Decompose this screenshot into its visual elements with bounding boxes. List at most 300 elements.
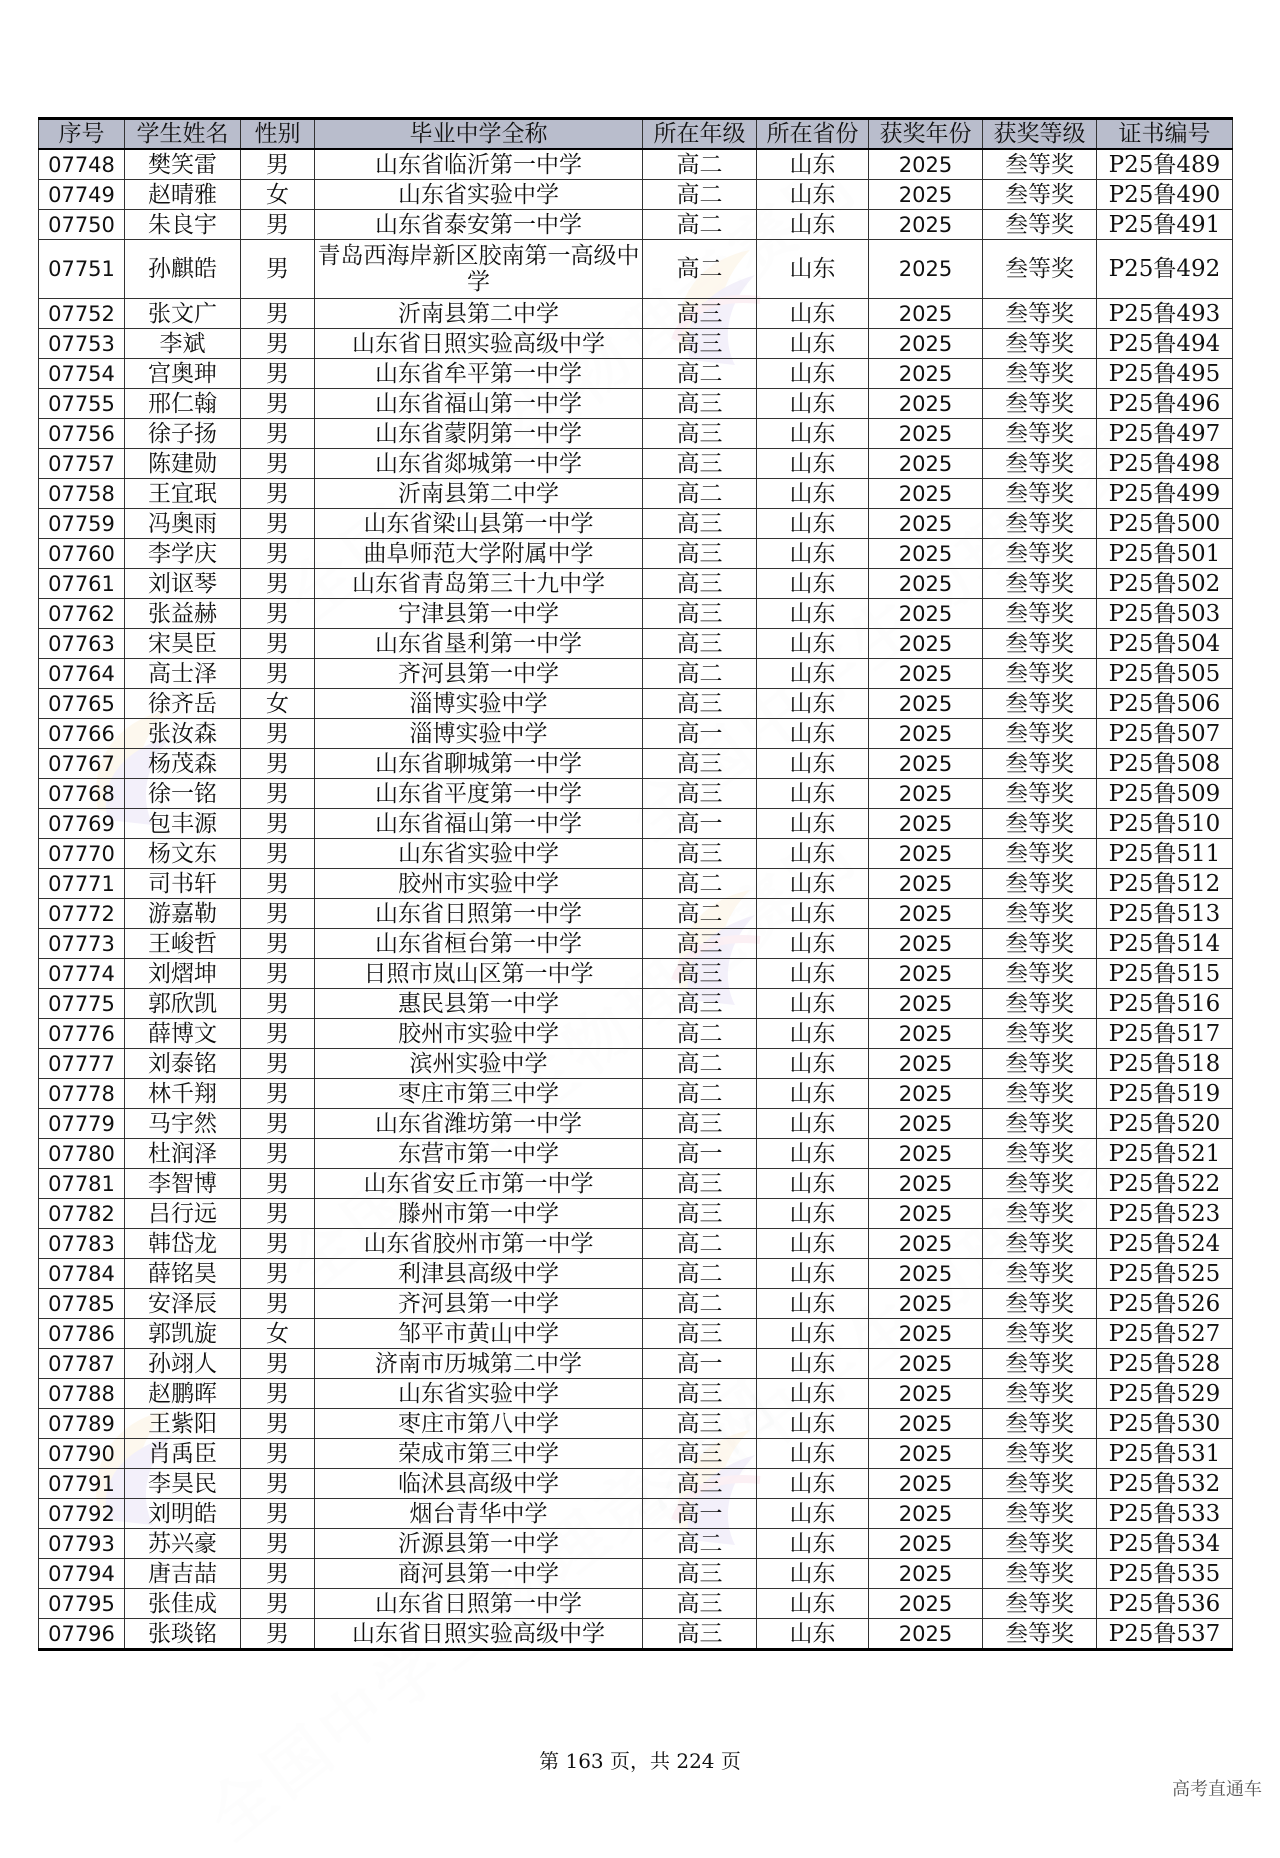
cell-gender: 男	[241, 419, 315, 449]
cell-id: 07776	[39, 1019, 125, 1049]
cell-school: 山东省福山第一中学	[315, 809, 643, 839]
cell-cert: P25鲁508	[1097, 749, 1233, 779]
cell-province: 山东	[757, 240, 869, 299]
cell-grade: 高三	[643, 329, 757, 359]
cell-year: 2025	[869, 1139, 983, 1169]
table-row	[39, 779, 1233, 809]
cell-province: 山东	[757, 329, 869, 359]
cell-province: 山东	[757, 1259, 869, 1289]
cell-province: 山东	[757, 509, 869, 539]
cell-province: 山东	[757, 869, 869, 899]
cell-school: 山东省日照第一中学	[315, 899, 643, 929]
cell-school: 曲阜师范大学附属中学	[315, 539, 643, 569]
cell-year: 2025	[869, 809, 983, 839]
cell-level: 叁等奖	[983, 509, 1097, 539]
cell-cert: P25鲁511	[1097, 839, 1233, 869]
cell-name: 李学庆	[125, 539, 241, 569]
table-row	[39, 1199, 1233, 1229]
cell-cert: P25鲁527	[1097, 1319, 1233, 1349]
cell-grade: 高三	[643, 1319, 757, 1349]
header-col-school: 毕业中学全称	[315, 119, 643, 150]
cell-school: 淄博实验中学	[315, 689, 643, 719]
cell-province: 山东	[757, 419, 869, 449]
cell-province: 山东	[757, 1619, 869, 1650]
cell-year: 2025	[869, 210, 983, 240]
cell-level: 叁等奖	[983, 1079, 1097, 1109]
cell-id: 07788	[39, 1379, 125, 1409]
cell-gender: 男	[241, 839, 315, 869]
table-row	[39, 599, 1233, 629]
cell-level: 叁等奖	[983, 359, 1097, 389]
cell-school: 滨州实验中学	[315, 1049, 643, 1079]
cell-level: 叁等奖	[983, 689, 1097, 719]
table-row	[39, 449, 1233, 479]
cell-gender: 男	[241, 329, 315, 359]
cell-cert: P25鲁503	[1097, 599, 1233, 629]
cell-id: 07785	[39, 1289, 125, 1319]
cell-province: 山东	[757, 449, 869, 479]
cell-gender: 男	[241, 1409, 315, 1439]
cell-school: 山东省泰安第一中学	[315, 210, 643, 240]
cell-year: 2025	[869, 719, 983, 749]
cell-id: 07793	[39, 1529, 125, 1559]
header-col-name: 学生姓名	[125, 119, 241, 150]
cell-id: 07773	[39, 929, 125, 959]
cell-school: 山东省实验中学	[315, 180, 643, 210]
cell-province: 山东	[757, 1379, 869, 1409]
cell-province: 山东	[757, 1589, 869, 1619]
cell-province: 山东	[757, 569, 869, 599]
cell-year: 2025	[869, 869, 983, 899]
cell-province: 山东	[757, 989, 869, 1019]
cell-id: 07778	[39, 1079, 125, 1109]
cell-gender: 男	[241, 1619, 315, 1650]
cell-school: 山东省蒙阴第一中学	[315, 419, 643, 449]
cell-grade: 高三	[643, 1589, 757, 1619]
cell-grade: 高二	[643, 1229, 757, 1259]
cell-province: 山东	[757, 1079, 869, 1109]
cell-grade: 高二	[643, 1049, 757, 1079]
cell-grade: 高三	[643, 839, 757, 869]
cell-id: 07782	[39, 1199, 125, 1229]
table-body	[39, 149, 1233, 1650]
cell-cert: P25鲁535	[1097, 1559, 1233, 1589]
cell-level: 叁等奖	[983, 1619, 1097, 1650]
cell-name: 刘讴琴	[125, 569, 241, 599]
cell-name: 刘泰铭	[125, 1049, 241, 1079]
cell-year: 2025	[869, 1409, 983, 1439]
cell-name: 郭凯旋	[125, 1319, 241, 1349]
cell-cert: P25鲁502	[1097, 569, 1233, 599]
cell-school: 山东省日照实验高级中学	[315, 1619, 643, 1650]
cell-cert: P25鲁492	[1097, 240, 1233, 299]
cell-grade: 高二	[643, 180, 757, 210]
table-row	[39, 659, 1233, 689]
cell-id: 07796	[39, 1619, 125, 1650]
cell-grade: 高二	[643, 869, 757, 899]
cell-grade: 高三	[643, 1169, 757, 1199]
table-row	[39, 1619, 1233, 1650]
cell-gender: 男	[241, 1349, 315, 1379]
cell-cert: P25鲁505	[1097, 659, 1233, 689]
cell-grade: 高三	[643, 689, 757, 719]
cell-level: 叁等奖	[983, 929, 1097, 959]
cell-year: 2025	[869, 899, 983, 929]
cell-province: 山东	[757, 719, 869, 749]
cell-grade: 高二	[643, 1529, 757, 1559]
cell-level: 叁等奖	[983, 1409, 1097, 1439]
cell-grade: 高二	[643, 479, 757, 509]
cell-name: 司书轩	[125, 869, 241, 899]
table-row	[39, 1079, 1233, 1109]
cell-province: 山东	[757, 1019, 869, 1049]
cell-id: 07794	[39, 1559, 125, 1589]
cell-gender: 男	[241, 359, 315, 389]
cell-grade: 高三	[643, 1439, 757, 1469]
cell-year: 2025	[869, 180, 983, 210]
cell-province: 山东	[757, 1439, 869, 1469]
cell-province: 山东	[757, 299, 869, 329]
cell-name: 杨文东	[125, 839, 241, 869]
cell-year: 2025	[869, 839, 983, 869]
cell-year: 2025	[869, 1349, 983, 1379]
cell-cert: P25鲁490	[1097, 180, 1233, 210]
table-row	[39, 1469, 1233, 1499]
header-col-id: 序号	[39, 119, 125, 150]
cell-gender: 女	[241, 180, 315, 210]
cell-id: 07783	[39, 1229, 125, 1259]
cell-gender: 男	[241, 1259, 315, 1289]
cell-school: 山东省安丘市第一中学	[315, 1169, 643, 1199]
cell-level: 叁等奖	[983, 959, 1097, 989]
cell-name: 林千翔	[125, 1079, 241, 1109]
header-col-cert: 证书编号	[1097, 119, 1233, 150]
table-row	[39, 1589, 1233, 1619]
cell-school: 东营市第一中学	[315, 1139, 643, 1169]
cell-school: 山东省桓台第一中学	[315, 929, 643, 959]
cell-cert: P25鲁518	[1097, 1049, 1233, 1079]
cell-gender: 男	[241, 1139, 315, 1169]
cell-year: 2025	[869, 569, 983, 599]
cell-grade: 高三	[643, 449, 757, 479]
cell-level: 叁等奖	[983, 180, 1097, 210]
cell-cert: P25鲁513	[1097, 899, 1233, 929]
cell-id: 07764	[39, 659, 125, 689]
cell-school: 山东省聊城第一中学	[315, 749, 643, 779]
cell-year: 2025	[869, 929, 983, 959]
cell-year: 2025	[869, 240, 983, 299]
cell-id: 07758	[39, 479, 125, 509]
cell-cert: P25鲁501	[1097, 539, 1233, 569]
cell-id: 07757	[39, 449, 125, 479]
table-row	[39, 1019, 1233, 1049]
cell-name: 徐一铭	[125, 779, 241, 809]
cell-name: 王峻哲	[125, 929, 241, 959]
cell-school: 青岛西海岸新区胶南第一高级中学	[315, 240, 643, 299]
cell-school: 山东省平度第一中学	[315, 779, 643, 809]
cell-school: 邹平市黄山中学	[315, 1319, 643, 1349]
cell-province: 山东	[757, 1319, 869, 1349]
cell-grade: 高二	[643, 149, 757, 180]
cell-year: 2025	[869, 1319, 983, 1349]
cell-gender: 男	[241, 1169, 315, 1199]
cell-level: 叁等奖	[983, 869, 1097, 899]
cell-level: 叁等奖	[983, 1199, 1097, 1229]
cell-grade: 高三	[643, 539, 757, 569]
cell-id: 07754	[39, 359, 125, 389]
cell-year: 2025	[869, 659, 983, 689]
cell-grade: 高三	[643, 1109, 757, 1139]
cell-level: 叁等奖	[983, 749, 1097, 779]
cell-school: 沂南县第二中学	[315, 299, 643, 329]
table-row	[39, 1319, 1233, 1349]
cell-year: 2025	[869, 419, 983, 449]
cell-province: 山东	[757, 959, 869, 989]
table-row	[39, 1139, 1233, 1169]
cell-school: 淄博实验中学	[315, 719, 643, 749]
table-row	[39, 899, 1233, 929]
cell-grade: 高二	[643, 659, 757, 689]
cell-school: 惠民县第一中学	[315, 989, 643, 1019]
cell-id: 07779	[39, 1109, 125, 1139]
cell-id: 07769	[39, 809, 125, 839]
cell-name: 张益赫	[125, 599, 241, 629]
cell-year: 2025	[869, 1559, 983, 1589]
cell-id: 07790	[39, 1439, 125, 1469]
table-row	[39, 929, 1233, 959]
header-col-grade: 所在年级	[643, 119, 757, 150]
cell-cert: P25鲁498	[1097, 449, 1233, 479]
cell-gender: 男	[241, 240, 315, 299]
cell-id: 07784	[39, 1259, 125, 1289]
cell-province: 山东	[757, 1049, 869, 1079]
cell-province: 山东	[757, 539, 869, 569]
cell-id: 07766	[39, 719, 125, 749]
cell-name: 赵晴雅	[125, 180, 241, 210]
cell-grade: 高三	[643, 389, 757, 419]
cell-year: 2025	[869, 149, 983, 180]
cell-school: 山东省日照第一中学	[315, 1589, 643, 1619]
cell-gender: 男	[241, 1049, 315, 1079]
cell-level: 叁等奖	[983, 779, 1097, 809]
table-row	[39, 1289, 1233, 1319]
cell-province: 山东	[757, 1229, 869, 1259]
cell-id: 07771	[39, 869, 125, 899]
cell-cert: P25鲁497	[1097, 419, 1233, 449]
cell-grade: 高二	[643, 210, 757, 240]
cell-province: 山东	[757, 659, 869, 689]
cell-year: 2025	[869, 1289, 983, 1319]
cell-name: 高士泽	[125, 659, 241, 689]
cell-year: 2025	[869, 509, 983, 539]
cell-name: 郭欣凯	[125, 989, 241, 1019]
cell-year: 2025	[869, 479, 983, 509]
cell-id: 07748	[39, 149, 125, 180]
cell-level: 叁等奖	[983, 899, 1097, 929]
cell-province: 山东	[757, 389, 869, 419]
cell-level: 叁等奖	[983, 1349, 1097, 1379]
cell-year: 2025	[869, 959, 983, 989]
cell-cert: P25鲁504	[1097, 629, 1233, 659]
cell-id: 07756	[39, 419, 125, 449]
cell-level: 叁等奖	[983, 719, 1097, 749]
table-row	[39, 509, 1233, 539]
cell-gender: 男	[241, 1199, 315, 1229]
cell-gender: 男	[241, 1379, 315, 1409]
table-row	[39, 959, 1233, 989]
cell-province: 山东	[757, 1289, 869, 1319]
cell-province: 山东	[757, 1109, 869, 1139]
cell-id: 07760	[39, 539, 125, 569]
cell-cert: P25鲁494	[1097, 329, 1233, 359]
cell-cert: P25鲁534	[1097, 1529, 1233, 1559]
cell-cert: P25鲁515	[1097, 959, 1233, 989]
header-col-year: 获奖年份	[869, 119, 983, 150]
cell-grade: 高二	[643, 359, 757, 389]
cell-name: 薛铭昊	[125, 1259, 241, 1289]
cell-level: 叁等奖	[983, 240, 1097, 299]
cell-level: 叁等奖	[983, 1259, 1097, 1289]
cell-gender: 男	[241, 149, 315, 180]
cell-level: 叁等奖	[983, 149, 1097, 180]
cell-province: 山东	[757, 749, 869, 779]
cell-cert: P25鲁536	[1097, 1589, 1233, 1619]
cell-gender: 男	[241, 719, 315, 749]
table-row	[39, 1229, 1233, 1259]
cell-cert: P25鲁514	[1097, 929, 1233, 959]
cell-name: 杨茂森	[125, 749, 241, 779]
cell-gender: 女	[241, 1319, 315, 1349]
cell-province: 山东	[757, 1469, 869, 1499]
cell-school: 齐河县第一中学	[315, 659, 643, 689]
cell-name: 朱良宇	[125, 210, 241, 240]
cell-grade: 高三	[643, 629, 757, 659]
cell-level: 叁等奖	[983, 1169, 1097, 1199]
table-row	[39, 419, 1233, 449]
cell-grade: 高一	[643, 1499, 757, 1529]
cell-id: 07752	[39, 299, 125, 329]
cell-cert: P25鲁529	[1097, 1379, 1233, 1409]
cell-grade: 高二	[643, 240, 757, 299]
cell-gender: 男	[241, 749, 315, 779]
cell-grade: 高二	[643, 1289, 757, 1319]
cell-school: 利津县高级中学	[315, 1259, 643, 1289]
cell-level: 叁等奖	[983, 539, 1097, 569]
cell-school: 滕州市第一中学	[315, 1199, 643, 1229]
table-row	[39, 629, 1233, 659]
cell-name: 王宜珉	[125, 479, 241, 509]
cell-gender: 男	[241, 389, 315, 419]
cell-province: 山东	[757, 629, 869, 659]
cell-province: 山东	[757, 1199, 869, 1229]
table-row	[39, 719, 1233, 749]
cell-school: 山东省青岛第三十九中学	[315, 569, 643, 599]
cell-cert: P25鲁533	[1097, 1499, 1233, 1529]
table-header-row	[39, 119, 1233, 150]
cell-gender: 男	[241, 1469, 315, 1499]
cell-grade: 高一	[643, 719, 757, 749]
cell-level: 叁等奖	[983, 599, 1097, 629]
cell-id: 07770	[39, 839, 125, 869]
cell-grade: 高三	[643, 569, 757, 599]
cell-name: 邢仁翰	[125, 389, 241, 419]
cell-school: 烟台青华中学	[315, 1499, 643, 1529]
cell-province: 山东	[757, 1169, 869, 1199]
cell-id: 07749	[39, 180, 125, 210]
cell-year: 2025	[869, 539, 983, 569]
cell-grade: 高三	[643, 419, 757, 449]
cell-gender: 男	[241, 809, 315, 839]
cell-level: 叁等奖	[983, 569, 1097, 599]
cell-gender: 男	[241, 539, 315, 569]
cell-level: 叁等奖	[983, 1229, 1097, 1259]
cell-grade: 高三	[643, 929, 757, 959]
cell-level: 叁等奖	[983, 1319, 1097, 1349]
cell-cert: P25鲁522	[1097, 1169, 1233, 1199]
cell-province: 山东	[757, 929, 869, 959]
table-row	[39, 359, 1233, 389]
cell-id: 07787	[39, 1349, 125, 1379]
cell-level: 叁等奖	[983, 299, 1097, 329]
cell-grade: 高三	[643, 1559, 757, 1589]
cell-gender: 男	[241, 1229, 315, 1259]
cell-cert: P25鲁537	[1097, 1619, 1233, 1650]
cell-province: 山东	[757, 899, 869, 929]
cell-name: 宫奥珅	[125, 359, 241, 389]
cell-year: 2025	[869, 989, 983, 1019]
table-row	[39, 1049, 1233, 1079]
table-row	[39, 539, 1233, 569]
cell-year: 2025	[869, 1529, 983, 1559]
cell-id: 07750	[39, 210, 125, 240]
cell-province: 山东	[757, 359, 869, 389]
cell-year: 2025	[869, 629, 983, 659]
table-row	[39, 1259, 1233, 1289]
cell-grade: 高一	[643, 1139, 757, 1169]
cell-name: 张佳成	[125, 1589, 241, 1619]
cell-province: 山东	[757, 180, 869, 210]
cell-name: 安泽辰	[125, 1289, 241, 1319]
cell-year: 2025	[869, 1049, 983, 1079]
table-row	[39, 299, 1233, 329]
cell-school: 沂南县第二中学	[315, 479, 643, 509]
cell-level: 叁等奖	[983, 1289, 1097, 1319]
table-row	[39, 1559, 1233, 1589]
cell-year: 2025	[869, 749, 983, 779]
table-row	[39, 989, 1233, 1019]
cell-grade: 高二	[643, 1259, 757, 1289]
cell-gender: 男	[241, 1499, 315, 1529]
cell-year: 2025	[869, 1499, 983, 1529]
cell-id: 07763	[39, 629, 125, 659]
cell-cert: P25鲁509	[1097, 779, 1233, 809]
cell-gender: 女	[241, 689, 315, 719]
cell-grade: 高三	[643, 509, 757, 539]
brand-mark: 高考直通车	[1172, 1779, 1262, 1800]
cell-school: 山东省梁山县第一中学	[315, 509, 643, 539]
cell-level: 叁等奖	[983, 1589, 1097, 1619]
cell-id: 07775	[39, 989, 125, 1019]
cell-id: 07795	[39, 1589, 125, 1619]
cell-level: 叁等奖	[983, 479, 1097, 509]
cell-level: 叁等奖	[983, 989, 1097, 1019]
cell-grade: 高二	[643, 1079, 757, 1109]
cell-school: 荣成市第三中学	[315, 1439, 643, 1469]
cell-gender: 男	[241, 869, 315, 899]
cell-name: 冯奥雨	[125, 509, 241, 539]
cell-gender: 男	[241, 509, 315, 539]
cell-cert: P25鲁516	[1097, 989, 1233, 1019]
